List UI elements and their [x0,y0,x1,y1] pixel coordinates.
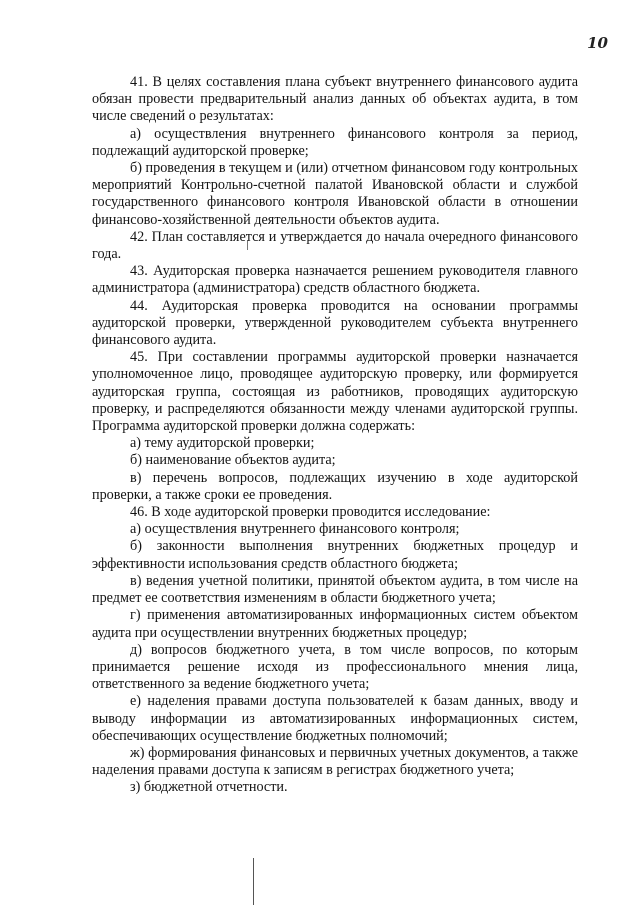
paragraph-46-e: д) вопросов бюджетного учета, в том числе вопросов, по которым принимается решение исходя из профессионального мнения лица, ответственного за ведение бюджетного учета; [92,641,578,693]
paragraph-46-h: з) бюджетной отчетности. [130,779,288,796]
scan-binding-line [253,858,254,905]
paragraph-45-a: а) тему аудиторской проверки; [130,435,315,452]
paragraph-43: 43. Аудиторская проверка назначается решением руководителя главного администратора (администратора) средств областного бюджета. [92,263,578,297]
paragraph-46-b: б) законности выполнения внутренних бюджетных процедур и эффективности использования средств областного бюджета; [92,538,578,572]
paragraph-46-f: е) наделения правами доступа пользователей к базам данных, вводу и выводу информации из автоматизированных информационных систем, обеспечивающих осуществление бюджетных полномочий; [92,693,578,744]
paragraph-41-a: а) осуществления внутреннего финансового контроля за период, подлежащий аудиторской проверке; [92,125,578,159]
paragraph-45: 45. При составлении программы аудиторской проверки назначается уполномоченное лицо, проводящее аудиторскую проверку, или формируется аудиторская группа, состоящая из работников, проводящих аудиторскую проверку, и распределяются обязанности между членами аудиторской группы. Программа аудиторской проверки должна содержать: [92,349,578,435]
paragraph-46-d: г) применения автоматизированных информационных систем объектом аудита при осуществлении внутренних бюджетных процедур; [92,607,578,641]
paragraph-46-c: в) ведения учетной политики, принятой объектом аудита, в том числе на предмет ее соответствия изменениям в области бюджетного учета; [92,572,578,607]
document-body [92,74,578,797]
paragraph-41-b: б) проведения в текущем и (или) отчетном финансовом году контрольных мероприятий Контрольно-счетной палатой Ивановской области и службой государственного финансового контроля Ивановской области в отношении финансово-хозяйственной деятельности объектов аудита. [92,160,578,228]
paragraph-42: 42. План составляется и утверждается до начала очередного финансового года. [92,228,578,263]
paragraph-46-g: ж) формирования финансовых и первичных учетных документов, а также наделения правами доступа к записям в регистрах бюджетного учета; [92,744,578,779]
paragraph-41: 41. В целях составления плана субъект внутреннего финансового аудита обязан провести предварительный анализ данных об объектах аудита, в том числе сведений о результатах: [92,74,578,125]
page-number: 10 [587,34,608,52]
paragraph-46-a: а) осуществления внутреннего финансового контроля; [130,521,460,538]
paragraph-45-c: в) перечень вопросов, подлежащих изучению в ходе аудиторской проверки, а также сроки ее проведения. [92,469,578,503]
paragraph-44: 44. Аудиторская проверка проводится на основании программы аудиторской проверки, утвержденной руководителем субъекта внутреннего финансового аудита. [92,297,578,349]
paragraph-45-b: б) наименование объектов аудита; [130,452,336,469]
paragraph-46: 46. В ходе аудиторской проверки проводится исследование: [130,504,491,521]
